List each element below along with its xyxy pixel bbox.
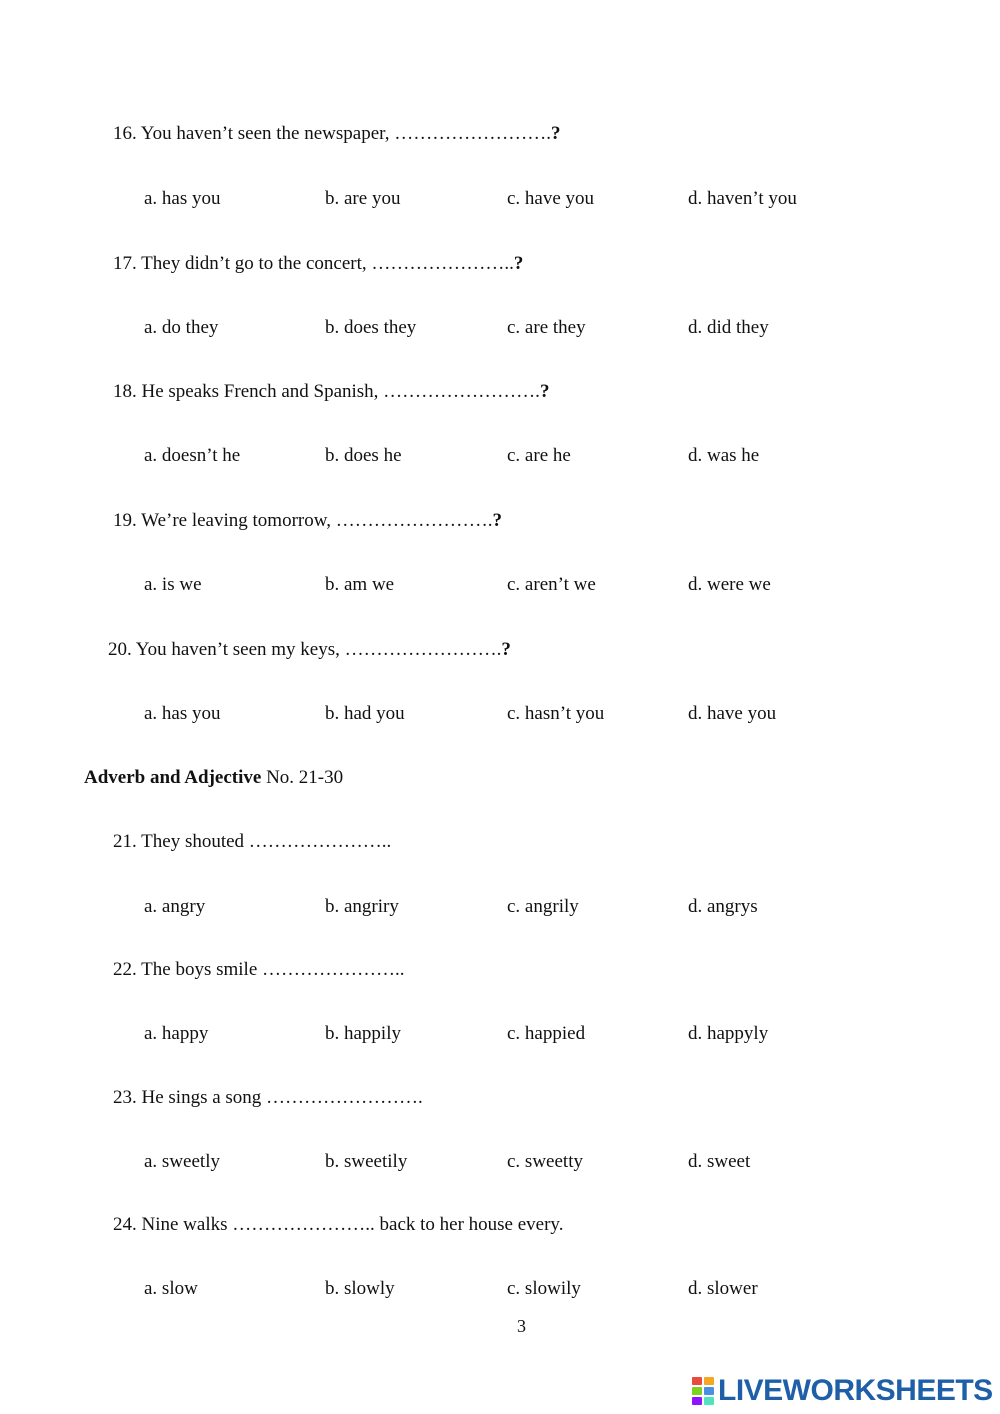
option-20b: b. had you (325, 703, 405, 724)
question-stem: 18. He speaks French and Spanish, ……………………. (113, 381, 540, 402)
logo-block (692, 1377, 702, 1385)
page-number: 3 (517, 1316, 526, 1336)
question-16 (113, 122, 560, 146)
question-mark: ? (501, 639, 511, 660)
option-23d: d. sweet (688, 1151, 751, 1172)
option-23c: c. sweetty (507, 1151, 583, 1172)
question-22: 22. The boys smile ………………….. (113, 959, 405, 980)
question-23: 23. He sings a song ……………………. (113, 1087, 423, 1108)
option-16d: d. haven’t you (688, 188, 797, 209)
question-21: 21. They shouted ………………….. (113, 831, 392, 852)
question-17 (113, 252, 523, 276)
option-16b: b. are you (325, 188, 401, 209)
question-stem: 17. They didn’t go to the concert, ………………….. (113, 253, 514, 274)
option-22a: a. happy (144, 1023, 209, 1044)
logo-text: LIVEWORKSHEETS (718, 1374, 993, 1407)
logo-mark-icon (692, 1377, 714, 1405)
option-21b: b. angriry (325, 896, 399, 917)
option-24d: d. slower (688, 1278, 758, 1299)
section-range: No. 21-30 (261, 767, 344, 788)
option-18b: b. does he (325, 445, 402, 466)
logo-block (704, 1387, 714, 1395)
option-17b: b. does they (325, 317, 417, 338)
option-19a: a. is we (144, 574, 202, 595)
liveworksheets-logo (692, 1374, 993, 1408)
logo-block (704, 1377, 714, 1385)
option-16a: a. has you (144, 188, 221, 209)
option-17a: a. do they (144, 317, 219, 338)
question-20 (108, 638, 511, 662)
option-23a: a. sweetly (144, 1151, 220, 1172)
option-20a: a. has you (144, 703, 221, 724)
option-24b: b. slowly (325, 1278, 395, 1299)
question-mark: ? (513, 253, 524, 274)
option-23b: b. sweetily (325, 1151, 408, 1172)
option-18d: d. was he (688, 445, 760, 466)
option-20d: d. have you (688, 703, 777, 724)
question-mark: ? (550, 123, 561, 144)
logo-block (704, 1397, 714, 1405)
option-18a: a. doesn’t he (144, 445, 241, 466)
question-stem: 16. You haven’t seen the newspaper, ……………………. (113, 123, 551, 144)
question-24: 24. Nine walks ………………….. back to her house every. (113, 1214, 564, 1235)
option-22c: c. happied (507, 1023, 586, 1044)
option-19d: d. were we (688, 574, 771, 595)
section-heading (84, 766, 343, 790)
option-20c: c. hasn’t you (507, 703, 605, 724)
option-21d: d. angrys (688, 896, 758, 917)
option-19c: c. aren’t we (507, 574, 596, 595)
option-19b: b. am we (325, 574, 395, 595)
logo-block (692, 1397, 702, 1405)
option-24a: a. slow (144, 1278, 198, 1299)
logo-block (692, 1387, 702, 1395)
question-18 (113, 380, 549, 404)
section-title: Adverb and Adjective (84, 767, 262, 788)
option-18c: c. are he (507, 445, 571, 466)
option-21a: a. angry (144, 896, 206, 917)
option-22d: d. happyly (688, 1023, 769, 1044)
option-22b: b. happily (325, 1023, 401, 1044)
option-17d: d. did they (688, 317, 769, 338)
question-stem: 20. You haven’t seen my keys, ……………………. (108, 639, 502, 660)
option-21c: c. angrily (507, 896, 579, 917)
option-16c: c. have you (507, 188, 595, 209)
option-17c: c. are they (507, 317, 586, 338)
question-stem: 19. We’re leaving tomorrow, ……………………. (113, 510, 493, 531)
question-mark: ? (492, 510, 502, 531)
option-24c: c. slowily (507, 1278, 581, 1299)
question-19 (113, 509, 502, 533)
question-mark: ? (539, 381, 550, 402)
